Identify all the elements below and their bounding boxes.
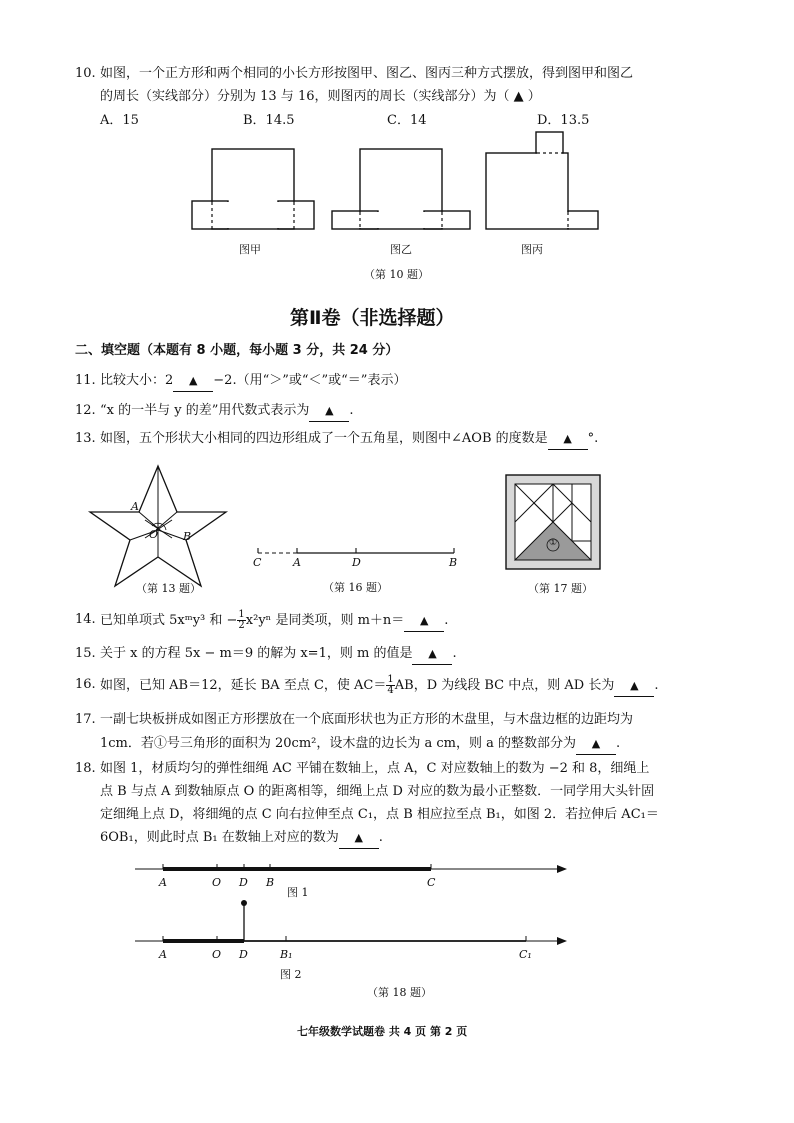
- fig18-2-label-a: A: [159, 948, 167, 961]
- fig13-label-o: O: [149, 528, 159, 541]
- fig18-2-label-d: D: [239, 948, 248, 961]
- pin-head: [241, 900, 247, 906]
- q16-mid: AB，D 为线段 BC 中点，则 AD 长为: [394, 678, 615, 693]
- fig18-line1: [135, 864, 567, 873]
- q14-frac-top: 1: [238, 609, 245, 620]
- q17-number: 17.: [75, 712, 96, 727]
- q13-answer-blank[interactable]: ▲: [548, 429, 588, 450]
- q17-pre: 1cm．若①号三角形的面积为 20cm²，设木盘的边长为 a cm，则 a 的整数部分为: [100, 736, 577, 751]
- q10-option-a: A．15: [100, 113, 139, 128]
- q14-pre: 已知单项式 5xᵐy³ 和 −: [100, 613, 238, 628]
- q16-number: 16.: [75, 677, 96, 692]
- q12-answer-blank[interactable]: ▲: [309, 401, 349, 422]
- fig18-caption: （第 18 题）: [367, 986, 432, 999]
- q11-answer-blank[interactable]: ▲: [173, 371, 213, 392]
- fig16-label-a: A: [293, 556, 301, 569]
- q12-pre: “x 的一半与 y 的差”用代数式表示为: [100, 403, 310, 418]
- fig18-1-label-d: D: [239, 876, 248, 889]
- q13-post: °.: [587, 431, 599, 446]
- page-footer: 七年级数学试题卷 共 4 页 第 2 页: [297, 1025, 468, 1038]
- q13-number: 13.: [75, 431, 96, 446]
- q13-pre: 如图，五个形状大小相同的四边形组成了一个五角星，则图中∠AOB 的度数是: [100, 431, 548, 446]
- q10-number: 10.: [75, 66, 96, 81]
- fig13-caption: （第 13 题）: [136, 582, 201, 595]
- fig18-1-label-c: C: [427, 876, 436, 889]
- q17-post: .: [616, 736, 621, 751]
- q16-frac-bot: 4: [387, 685, 394, 696]
- q11-pre: 比较大小：2: [100, 373, 174, 388]
- q15-pre: 关于 x 的方程 5x − m＝9 的解为 x=1，则 m 的值是: [100, 646, 413, 661]
- q10-option-c: C．14: [387, 113, 427, 128]
- q10-option-d: D．13.5: [537, 113, 590, 128]
- fig18-2-label-b1: B₁: [280, 948, 293, 961]
- q18-answer-blank[interactable]: ▲: [339, 828, 379, 849]
- q10-text-line2: 的周长（实线部分）分别为 13 与 16，则图丙的周长（实线部分）为（ ▲ ）: [100, 89, 541, 104]
- fig18-line2: [135, 900, 567, 945]
- fig-label-bing: 图丙: [521, 243, 543, 256]
- section-subtitle: 二、填空题（本题有 8 小题，每小题 3 分，共 24 分）: [75, 343, 399, 358]
- fig18-1-label-o: O: [212, 876, 222, 889]
- fig16-label-c: C: [253, 556, 262, 569]
- q11-number: 11.: [75, 373, 96, 388]
- q18-text-line2: 点 B 与点 A 到数轴原点 O 的距离相等，细绳上点 D 对应的数为最小正整数．一同学用大头针固: [100, 784, 655, 799]
- fig16-label-d: D: [352, 556, 361, 569]
- q11-post: −2.（用“＞”或“＜”或“＝”表示）: [213, 373, 407, 388]
- q15-post: .: [452, 646, 457, 661]
- q14-mid: x²yⁿ 是同类项，则 m＋n＝: [245, 613, 405, 628]
- fig17-label-1: ①: [549, 538, 558, 548]
- fig16-caption: （第 16 题）: [323, 581, 388, 594]
- q14-number: 14.: [75, 612, 96, 627]
- fig18-2-label-c1: C₁: [519, 948, 532, 961]
- q15-number: 15.: [75, 646, 96, 661]
- q18-text-line3: 定细绳上点 D，将细绳的点 C 向右拉伸至点 C₁，点 B 相应拉至点 B₁，如图 2．若拉伸后 AC₁＝: [100, 807, 659, 822]
- fig18-1-label-b: B: [266, 876, 275, 889]
- fig17-caption: （第 17 题）: [528, 582, 593, 595]
- q16-pre: 如图，已知 AB＝12，延长 BA 至点 C，使 AC＝: [100, 678, 387, 693]
- q17-answer-blank[interactable]: ▲: [576, 734, 616, 755]
- fig-label-jia: 图甲: [239, 243, 261, 256]
- fig13-label-b: B: [183, 530, 192, 543]
- q16-answer-blank[interactable]: ▲: [614, 676, 654, 697]
- fig18-1-label-a: A: [159, 876, 167, 889]
- q18-number: 18.: [75, 761, 96, 776]
- q12-post: .: [349, 403, 354, 418]
- q18-post: .: [378, 830, 383, 845]
- q18-text-line1: 如图 1，材质均匀的弹性细绳 AC 平铺在数轴上，点 A，C 对应数轴上的数为 −2 和 8，细绳上: [100, 761, 650, 776]
- fig13-label-a: A: [131, 500, 139, 513]
- q14-post: .: [444, 613, 449, 628]
- q16-post: .: [654, 678, 659, 693]
- fig18-figure1-name: 图 1: [287, 886, 309, 899]
- q15-answer-blank[interactable]: ▲: [412, 644, 452, 665]
- fig18-2-label-o: O: [212, 948, 222, 961]
- q10-option-b: B．14.5: [243, 113, 295, 128]
- q18-pre: 6OB₁，则此时点 B₁ 在数轴上对应的数为: [100, 830, 339, 845]
- section-title: 第Ⅱ卷（非选择题）: [290, 307, 455, 329]
- q14-answer-blank[interactable]: ▲: [404, 611, 444, 632]
- fig18-figure2-name: 图 2: [280, 968, 302, 981]
- q14-frac-bot: 2: [238, 620, 245, 631]
- q12-number: 12.: [75, 403, 96, 418]
- q10-text-line1: 如图，一个正方形和两个相同的小长方形按图甲、图乙、图丙三种方式摆放，得到图甲和图乙: [100, 66, 634, 81]
- fig-label-yi: 图乙: [390, 243, 412, 256]
- q17-text-line1: 一副七块板拼成如图正方形摆放在一个底面形状也为正方形的木盘里，与木盘边框的边距均为: [100, 712, 634, 727]
- q16-frac-top: 1: [387, 674, 394, 685]
- fig16-label-b: B: [449, 556, 458, 569]
- q10-caption: （第 10 题）: [364, 268, 429, 281]
